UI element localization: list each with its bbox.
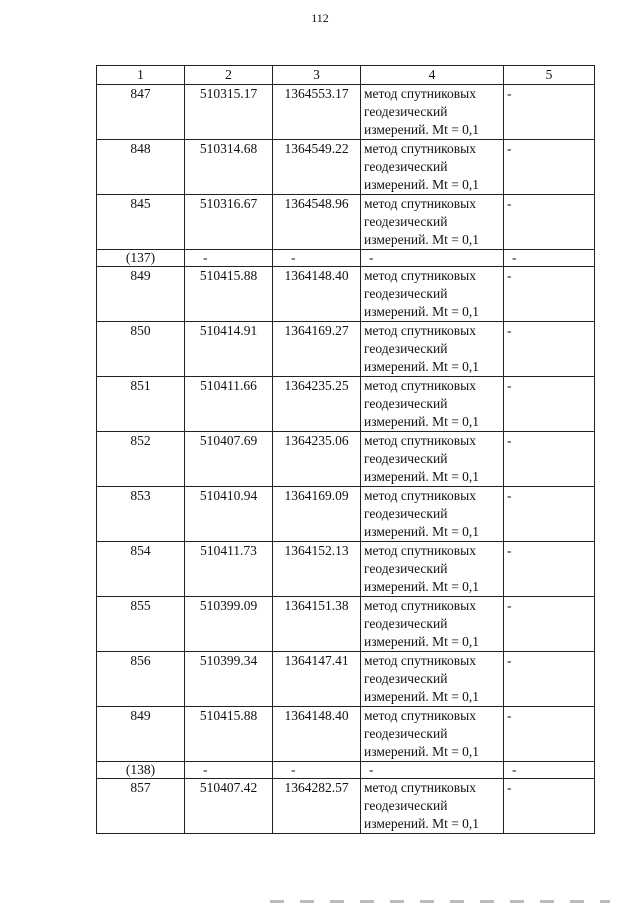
- note-cell: -: [504, 779, 595, 834]
- x-coordinate-cell: 510410.94: [185, 487, 273, 542]
- note-cell: -: [504, 762, 595, 779]
- point-number-cell: 855: [97, 597, 185, 652]
- point-number-cell: 848: [97, 140, 185, 195]
- method-cell: метод спутниковых геодезический измерений. Mt = 0,1: [361, 487, 504, 542]
- header-cell: 5: [504, 66, 595, 85]
- x-coordinate-cell: 510407.69: [185, 432, 273, 487]
- x-coordinate-cell: 510415.88: [185, 267, 273, 322]
- x-coordinate-cell: 510411.66: [185, 377, 273, 432]
- table-row: [97, 597, 595, 652]
- point-number-cell: 849: [97, 707, 185, 762]
- x-coordinate-cell: 510314.68: [185, 140, 273, 195]
- x-coordinate-cell: -: [185, 762, 273, 779]
- y-coordinate-cell: 1364147.41: [273, 652, 361, 707]
- x-coordinate-cell: -: [185, 250, 273, 267]
- table-row: [97, 85, 595, 140]
- table-row: [97, 487, 595, 542]
- point-number-cell: 850: [97, 322, 185, 377]
- table-row: [97, 707, 595, 762]
- note-cell: -: [504, 487, 595, 542]
- method-cell: метод спутниковых геодезический измерений. Mt = 0,1: [361, 652, 504, 707]
- y-coordinate-cell: 1364151.38: [273, 597, 361, 652]
- y-coordinate-cell: -: [273, 762, 361, 779]
- coordinates-table: [96, 65, 595, 834]
- point-number-cell: 854: [97, 542, 185, 597]
- table-header-row: [97, 66, 595, 85]
- scan-artifact: [270, 900, 610, 903]
- x-coordinate-cell: 510415.88: [185, 707, 273, 762]
- point-number-cell: 852: [97, 432, 185, 487]
- table-row: [97, 267, 595, 322]
- point-number-cell: 845: [97, 195, 185, 250]
- note-cell: -: [504, 267, 595, 322]
- y-coordinate-cell: 1364169.09: [273, 487, 361, 542]
- y-coordinate-cell: 1364152.13: [273, 542, 361, 597]
- table-row: [97, 542, 595, 597]
- x-coordinate-cell: 510407.42: [185, 779, 273, 834]
- method-cell: метод спутниковых геодезический измерений. Mt = 0,1: [361, 597, 504, 652]
- y-coordinate-cell: 1364235.25: [273, 377, 361, 432]
- note-cell: -: [504, 542, 595, 597]
- note-cell: -: [504, 597, 595, 652]
- note-cell: -: [504, 652, 595, 707]
- method-cell: метод спутниковых геодезический измерений. Mt = 0,1: [361, 707, 504, 762]
- note-cell: -: [504, 707, 595, 762]
- table-separator-row: [97, 762, 595, 779]
- point-number-cell: 851: [97, 377, 185, 432]
- table-row: [97, 140, 595, 195]
- y-coordinate-cell: 1364553.17: [273, 85, 361, 140]
- table-body: [97, 85, 595, 834]
- method-cell: метод спутниковых геодезический измерений. Mt = 0,1: [361, 322, 504, 377]
- header-cell: 3: [273, 66, 361, 85]
- x-coordinate-cell: 510414.91: [185, 322, 273, 377]
- y-coordinate-cell: 1364548.96: [273, 195, 361, 250]
- header-cell: 1: [97, 66, 185, 85]
- method-cell: -: [361, 250, 504, 267]
- table-row: [97, 322, 595, 377]
- note-cell: -: [504, 250, 595, 267]
- note-cell: -: [504, 140, 595, 195]
- method-cell: метод спутниковых геодезический измерений. Mt = 0,1: [361, 377, 504, 432]
- y-coordinate-cell: 1364549.22: [273, 140, 361, 195]
- method-cell: -: [361, 762, 504, 779]
- method-cell: метод спутниковых геодезический измерений. Mt = 0,1: [361, 195, 504, 250]
- y-coordinate-cell: 1364282.57: [273, 779, 361, 834]
- table-row: [97, 652, 595, 707]
- point-number-cell: 847: [97, 85, 185, 140]
- method-cell: метод спутниковых геодезический измерений. Mt = 0,1: [361, 140, 504, 195]
- point-number-cell: 856: [97, 652, 185, 707]
- table-row: [97, 432, 595, 487]
- note-cell: -: [504, 85, 595, 140]
- x-coordinate-cell: 510316.67: [185, 195, 273, 250]
- point-number-cell: (138): [97, 762, 185, 779]
- method-cell: метод спутниковых геодезический измерений. Mt = 0,1: [361, 85, 504, 140]
- x-coordinate-cell: 510315.17: [185, 85, 273, 140]
- header-cell: 2: [185, 66, 273, 85]
- point-number-cell: 857: [97, 779, 185, 834]
- table-row: [97, 377, 595, 432]
- point-number-cell: (137): [97, 250, 185, 267]
- method-cell: метод спутниковых геодезический измерений. Mt = 0,1: [361, 432, 504, 487]
- note-cell: -: [504, 377, 595, 432]
- y-coordinate-cell: 1364148.40: [273, 707, 361, 762]
- point-number-cell: 853: [97, 487, 185, 542]
- note-cell: -: [504, 195, 595, 250]
- x-coordinate-cell: 510399.34: [185, 652, 273, 707]
- table-separator-row: [97, 250, 595, 267]
- x-coordinate-cell: 510399.09: [185, 597, 273, 652]
- y-coordinate-cell: -: [273, 250, 361, 267]
- x-coordinate-cell: 510411.73: [185, 542, 273, 597]
- table-row: [97, 195, 595, 250]
- method-cell: метод спутниковых геодезический измерений. Mt = 0,1: [361, 542, 504, 597]
- note-cell: -: [504, 432, 595, 487]
- method-cell: метод спутниковых геодезический измерений. Mt = 0,1: [361, 779, 504, 834]
- header-cell: 4: [361, 66, 504, 85]
- method-cell: метод спутниковых геодезический измерений. Mt = 0,1: [361, 267, 504, 322]
- point-number-cell: 849: [97, 267, 185, 322]
- y-coordinate-cell: 1364169.27: [273, 322, 361, 377]
- page-number: 112: [311, 11, 329, 25]
- y-coordinate-cell: 1364235.06: [273, 432, 361, 487]
- table-row: [97, 779, 595, 834]
- note-cell: -: [504, 322, 595, 377]
- y-coordinate-cell: 1364148.40: [273, 267, 361, 322]
